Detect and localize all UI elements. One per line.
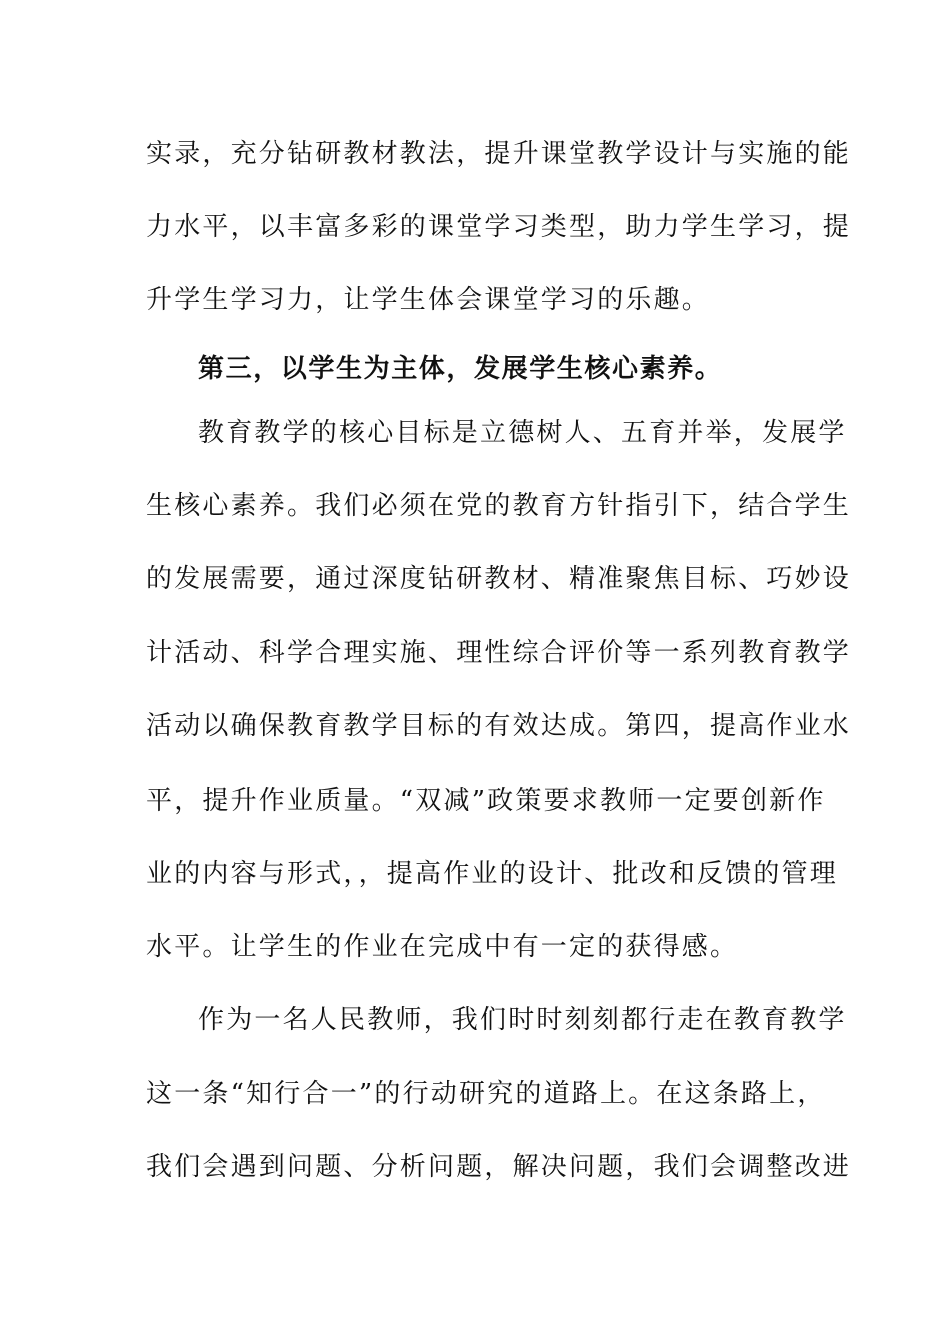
section-heading: 第三，以学生为主体，发展学生核心素养。 [198, 354, 723, 384]
body-line: 水平。让学生的作业在完成中有一定的获得感。 [146, 932, 739, 962]
body-line: 的发展需要，通过深度钻研教材、精准聚焦目标、巧妙设 [146, 564, 852, 594]
body-line: 作为一名人民教师，我们时时刻刻都行走在教育教学 [198, 1005, 847, 1035]
body-line: 生核心素养。我们必须在党的教育方针指引下，结合学生 [146, 491, 852, 521]
body-line: 平，提升作业质量。“双减”政策要求教师一定要创新作 [146, 786, 826, 816]
body-line: 教育教学的核心目标是立德树人、五育并举，发展学 [198, 418, 847, 448]
body-line: 我们会遇到问题、分析问题，解决问题，我们会调整改进 [146, 1152, 852, 1182]
body-line: 力水平，以丰富多彩的课堂学习类型，助力学生学习，提 [146, 212, 852, 242]
body-line: 升学生学习力，让学生体会课堂学习的乐趣。 [146, 285, 711, 315]
body-line: 活动以确保教育教学目标的有效达成。第四，提高作业水 [146, 711, 852, 741]
body-line: 实录，充分钻研教材教法，提升课堂教学设计与实施的能 [146, 139, 852, 169]
body-line: 计活动、科学合理实施、理性综合评价等一系列教育教学 [146, 638, 852, 668]
body-line: 业的内容与形式，，提高作业的设计、批改和反馈的管理 [146, 859, 839, 889]
body-line: 这一条“知行合一”的行动研究的道路上。在这条路上， [146, 1079, 826, 1109]
